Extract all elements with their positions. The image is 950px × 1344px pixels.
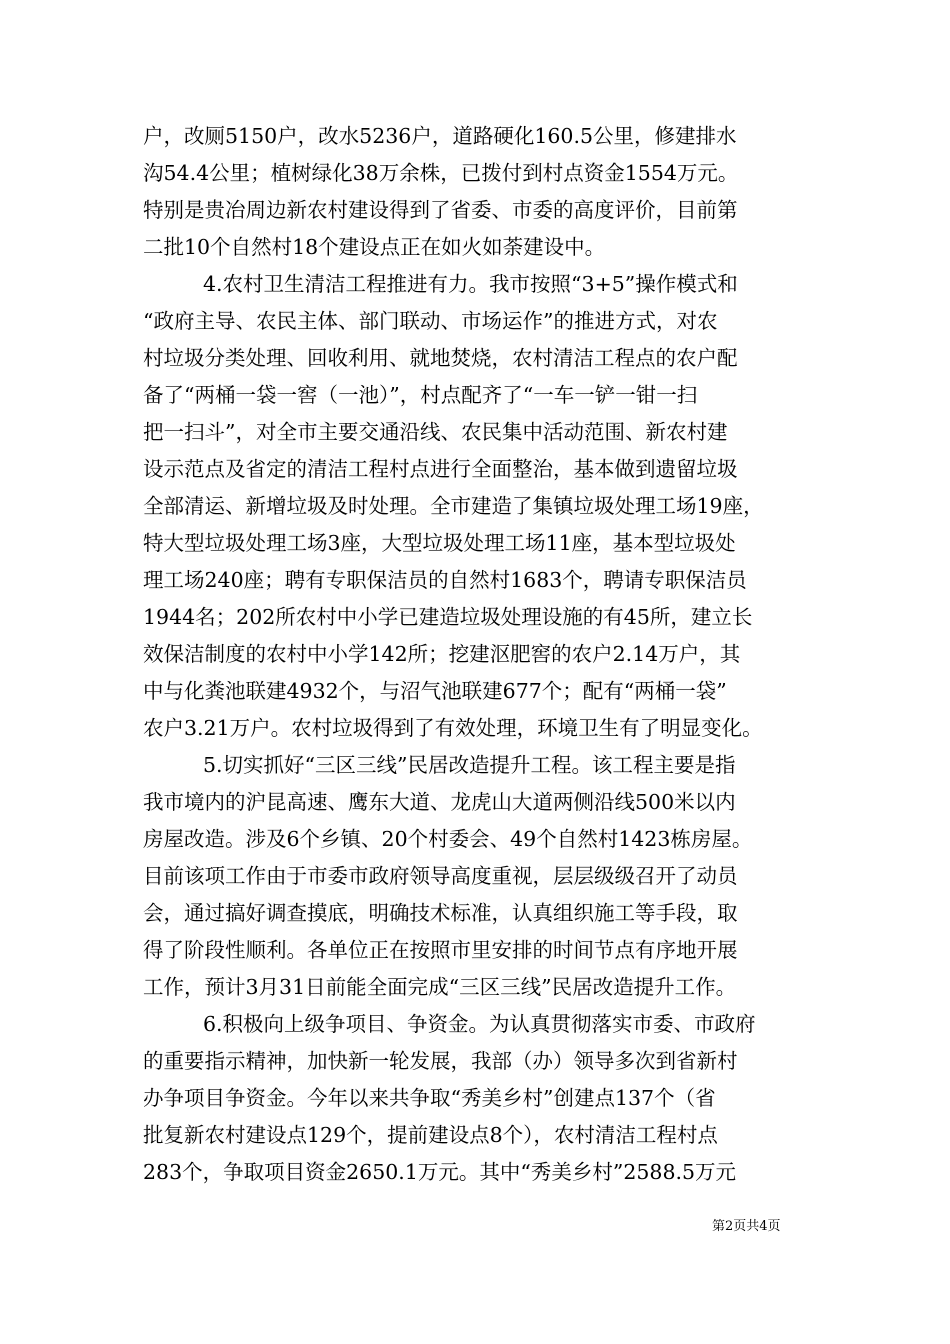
body-text [143, 118, 815, 1191]
text-line: 6.积极向上级争项目、争资金。为认真贯彻落实市委、市政府 [203, 1012, 756, 1036]
text-line: 目前该项工作由于市委市政府领导高度重视，层层级级召开了动员 [143, 864, 738, 888]
text-line: 我市境内的沪昆高速、鹰东大道、龙虎山大道两侧沿线500米以内 [143, 790, 736, 814]
text-line: 会，通过搞好调查摸底，明确技术标准，认真组织施工等手段，取 [143, 901, 738, 925]
text-line: 备了“两桶一袋一窖（一池）”，村点配齐了“一车一铲一钳一扫 [143, 383, 698, 407]
text-line: 全部清运、新增垃圾及时处理。全市建造了集镇垃圾处理工场19座， [143, 494, 764, 518]
text-line: 理工场240座；聘有专职保洁员的自然村1683个，聘请专职保洁员 [143, 568, 747, 592]
text-line: 4.农村卫生清洁工程推进有力。我市按照“3+5”操作模式和 [203, 272, 738, 296]
text-line: 把一扫斗”，对全市主要交通沿线、农民集中活动范围、新农村建 [143, 420, 728, 444]
text-line: 5.切实抓好“三区三线”民居改造提升工程。该工程主要是指 [203, 753, 736, 777]
text-line: 农户3.21万户。农村垃圾得到了有效处理，环境卫生有了明显变化。 [143, 716, 763, 740]
text-line: 中与化粪池联建4932个，与沼气池联建677个；配有“两桶一袋” [143, 679, 727, 703]
text-line: 办争项目争资金。今年以来共争取“秀美乡村”创建点137个（省 [143, 1086, 716, 1110]
text-line: 效保洁制度的农村中小学142所；挖建沤肥窖的农户2.14万户，其 [143, 642, 741, 666]
text-line: 得了阶段性顺利。各单位正在按照市里安排的时间节点有序地开展 [143, 938, 738, 962]
text-line: 工作，预计3月31日前能全面完成“三区三线”民居改造提升工作。 [143, 975, 737, 999]
text-line: 的重要指示精神，加快新一轮发展，我部（办）领导多次到省新村 [143, 1049, 738, 1073]
text-line: 特大型垃圾处理工场3座，大型垃圾处理工场11座，基本型垃圾处 [143, 531, 736, 555]
text-line: 户，改厕5150户，改水5236户，道路硬化160.5公里，修建排水 [143, 124, 737, 148]
text-line: “政府主导、农民主体、部门联动、市场运作”的推进方式，对农 [143, 309, 718, 333]
text-line: 房屋改造。涉及6个乡镇、20个村委会、49个自然村1423栋房屋。 [143, 827, 753, 851]
text-line: 设示范点及省定的清洁工程村点进行全面整治，基本做到遗留垃圾 [143, 457, 738, 481]
text-line: 1944名；202所农村中小学已建造垃圾处理设施的有45所，建立长 [143, 605, 753, 629]
text-line: 283个，争取项目资金2650.1万元。其中“秀美乡村”2588.5万元 [143, 1160, 737, 1184]
text-line: 沟54.4公里；植树绿化38万余株，已拨付到村点资金1554万元。 [143, 161, 739, 185]
text-line: 二批10个自然村18个建设点正在如火如荼建设中。 [143, 235, 606, 259]
text-line: 村垃圾分类处理、回收利用、就地焚烧，农村清洁工程点的农户配 [143, 346, 738, 370]
text-line: 批复新农村建设点129个，提前建设点8个），农村清洁工程村点 [143, 1123, 718, 1147]
page-number-footer: 第2页共4页 [712, 1219, 781, 1234]
text-line: 特别是贵冶周边新农村建设得到了省委、市委的高度评价，目前第 [143, 198, 738, 222]
